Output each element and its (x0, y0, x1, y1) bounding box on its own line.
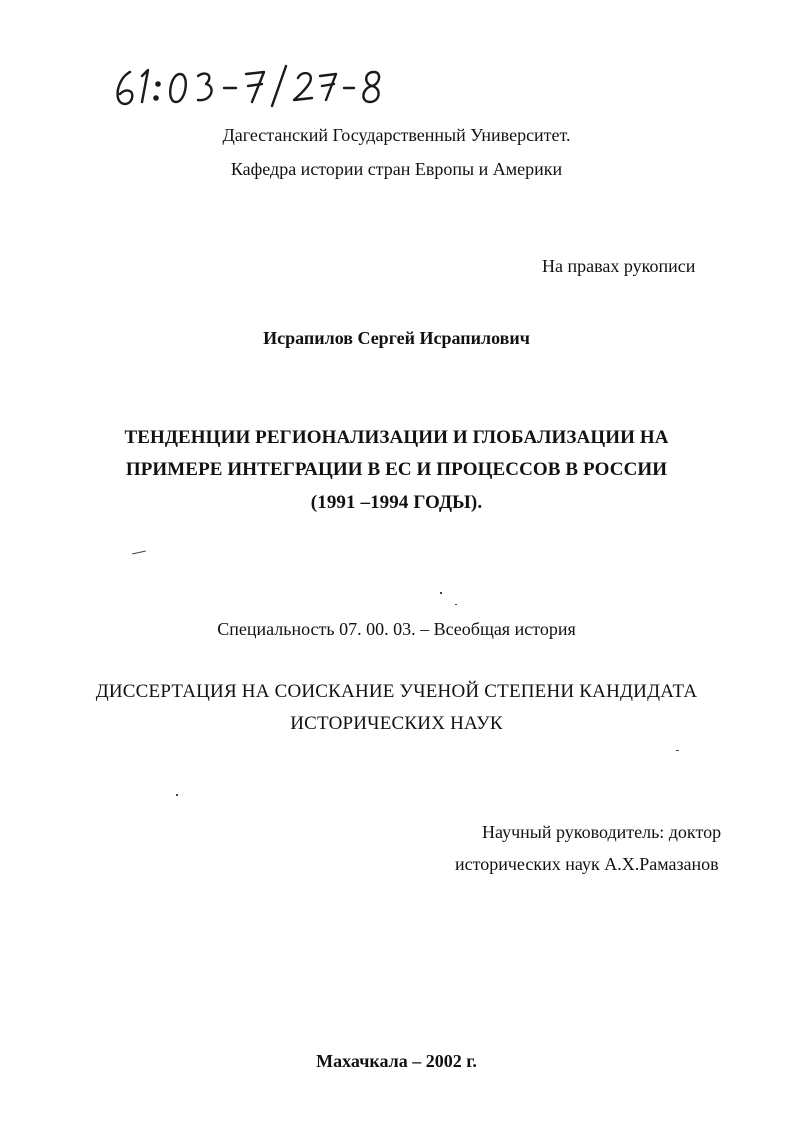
supervisor-line-2: исторических наук А.Х.Рамазанов (455, 854, 719, 874)
dissertation-title-line-3: (1991 –1994 ГОДЫ). (310, 492, 483, 513)
department-name: Кафедра истории стран Европы и Америки (230, 159, 563, 179)
supervisor-line-1: Научный руководитель: доктор (482, 822, 722, 842)
dissertation-title-line-1: ТЕНДЕНЦИИ РЕГИОНАЛИЗАЦИИ И ГЛОБАЛИЗАЦИИ НА (124, 427, 669, 448)
scan-speck (132, 551, 146, 555)
dissertation-title-line-2: ПРИМЕРЕ ИНТЕГРАЦИИ В ЕС И ПРОЦЕССОВ В РОССИИ (125, 459, 668, 480)
handwritten-archive-number (108, 62, 408, 112)
scan-speck (440, 592, 442, 594)
degree-line-2: ИСТОРИЧЕСКИХ НАУК (290, 713, 503, 734)
manuscript-rights-note: На правах рукописи (542, 256, 696, 276)
degree-line-1: ДИССЕРТАЦИЯ НА СОИСКАНИЕ УЧЕНОЙ СТЕПЕНИ КАНДИДАТА (95, 681, 698, 702)
specialty-line: Специальность 07. 00. 03. – Всеобщая история (217, 619, 576, 639)
university-name: Дагестанский Государственный Университет. (222, 125, 571, 145)
author-name: Исрапилов Сергей Исрапилович (263, 328, 530, 348)
scan-speck (455, 604, 457, 605)
city-and-year: Махачкала – 2002 г. (316, 1051, 477, 1071)
scan-speck (676, 750, 679, 751)
scan-speck (176, 794, 178, 796)
